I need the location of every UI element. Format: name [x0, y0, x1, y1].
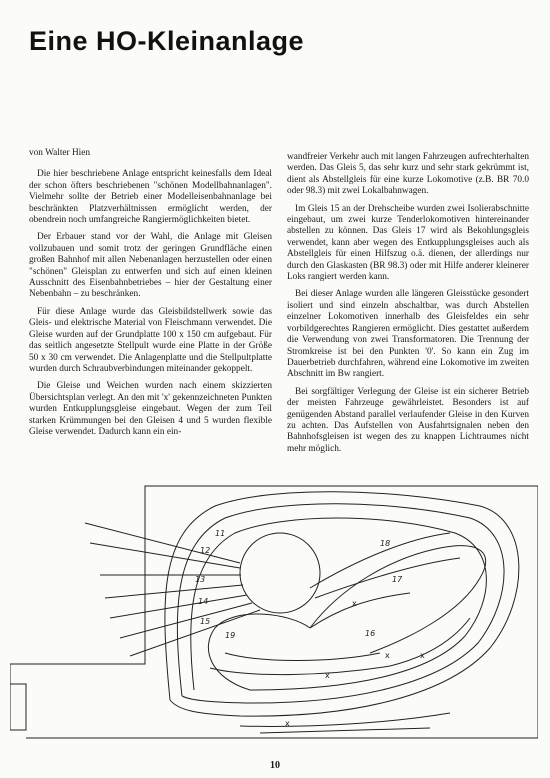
track-number-19: 19 — [225, 631, 236, 640]
paragraph: Bei dieser Anlage wurden alle längeren Gleisstücke gesondert isoliert und sind einzeln abschaltbar, was durch Abstellen einzelner Lokomotiven innerhalb des Gleisfeldes ein sehr vorbildgerechtes Rangieren ermöglicht. Dies gestattet außerdem die Verwendung von zwei Transformatoren. Die Trennung der Stromkreise ist bei den Punkten '0'. So kann ein Zug im Dauerbetrieb durchfahren, während eine Lokomotive im zweiten Abschnitt im Bw rangiert. — [287, 289, 529, 380]
uncoupling-mark: x — [420, 651, 425, 660]
uncoupling-mark: x — [385, 651, 390, 660]
right-column — [287, 152, 529, 461]
uncoupling-mark: x — [352, 599, 357, 608]
track-number-15: 15 — [200, 617, 211, 626]
page-number: 10 — [270, 760, 280, 771]
author-line: von Walter Hien — [29, 148, 91, 158]
paragraph: Bei sorgfältiger Verlegung der Gleise ist ein sicherer Betrieb der meisten Fahrzeuge gewährleistet. Besonders ist auf genügenden Abstand parallel verlaufender Gleise in den Kurven zu achten. Das Aufstellen von Ausfahrtsignalen neben den Bahnhofsgleisen ist wegen des zu knappen Lichtraumes nicht mehr möglich. — [287, 386, 529, 454]
paragraph: Im Gleis 15 an der Drehscheibe wurden zwei Isolierabschnitte eingebaut, um zwei kurze Tenderlokomotiven hintereinander abstellen zu können. Das Gleis 17 wird als Bekohlungsgleis verwendet, kann aber wegen des Entkupplungsgleises auch als Abstellgleis für einen Hilfszug o.ä. dienen, der allerdings nur durch den Glaskasten (BR 98.3) oder mit Hilfe anderer kleinerer Loks rangiert werden kann. — [287, 203, 529, 283]
paragraph: Die hier beschriebene Anlage entspricht keinesfalls dem Ideal der schon öfters beschriebenen "schönen Modellbahnanlagen". Vielmehr sollte der Betrieb einer Modelleisenbahnanlage bei beschränkten Platzverhältnissen ermöglicht werden, der obendrein noch umfangreiche Rangiermöglichkeiten bietet. — [29, 169, 272, 226]
track-number-11: 11 — [215, 529, 226, 538]
track-number-13: 13 — [195, 575, 206, 584]
track-number-12: 12 — [200, 546, 211, 555]
article-title: Eine HO-Kleinanlage — [29, 26, 305, 56]
paragraph: Der Erbauer stand vor der Wahl, die Anlage mit Gleisen vollzubauen und somit trotz der geringen Grundfläche einen großen Bahnhof mit allen Nebenanlagen herzustellen oder einen "schönen" Gleisplan zu entwerfen und sich auf einen kleinen Ausschnitt des Eisenbahnbetriebes – hier der Gestaltung einer Nebenbahn – zu beschränken. — [29, 232, 272, 300]
turntable — [240, 533, 320, 613]
uncoupling-mark: x — [325, 671, 330, 680]
paragraph: Für diese Anlage wurde das Gleisbildstellwerk sowie das Gleis- und elektrische Material von Fleischmann verwendet. Die Gleise wurden auf der Grundplatte 100 x 150 cm aufgebaut. Für das seitlich angesetzte Stellpult wurde eine Platte in der Größe 50 x 30 cm verwendet. Die Anlagenplatte und die Stellpultplatte wurden durch Schraubverbindungen miteinander gekoppelt. — [29, 306, 272, 374]
paragraph: wandfreier Verkehr auch mit langen Fahrzeugen aufrechterhalten werden. Das Gleis 5, das sehr kurz und sehr stark gekrümmt ist, dient als Abstellgleis für eine kurze Lokomotive (z.B. BR 70.0 oder 98.3) mit zwei Lokalbahnwagen. — [287, 152, 529, 197]
left-column — [29, 148, 272, 444]
track-number-18: 18 — [380, 539, 391, 548]
control-panel-board — [10, 664, 26, 730]
track-number-14: 14 — [198, 597, 209, 606]
uncoupling-mark: x — [285, 719, 290, 728]
track-plan-diagram — [10, 478, 538, 744]
track-number-16: 16 — [365, 629, 376, 638]
paragraph: Die Gleise und Weichen wurden nach einem skizzierten Übersichtsplan verlegt. An den mit 'x' gekennzeichneten Punkten wurden Entkupplungsgleise eingebaut. Wegen der zum Teil starken Krümmungen bei den Gleisen 4 und 5 wurden flexible Gleise verwendet. Dadurch kann ein ein- — [29, 381, 272, 437]
track-number-17: 17 — [392, 575, 403, 584]
